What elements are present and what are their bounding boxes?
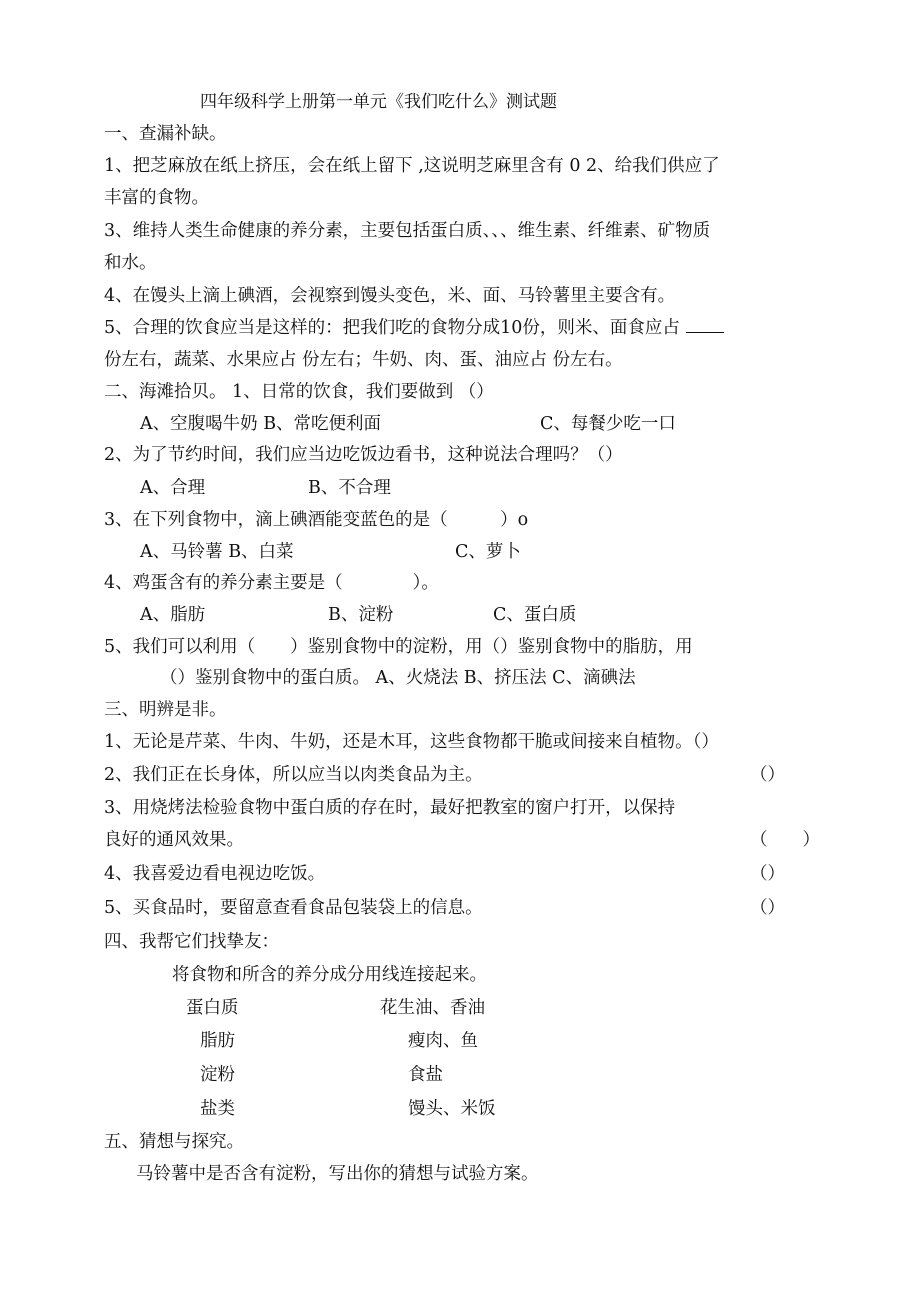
- section-3-heading: 三、明辨是非。: [104, 700, 227, 720]
- s2-q2-option-b: B、不合理: [308, 478, 391, 498]
- s1-q1-line2: 丰富的食物。: [104, 188, 209, 208]
- match-left-item[interactable]: 盐类: [200, 1099, 235, 1119]
- section-1-heading: 一、查漏补缺。: [104, 124, 227, 144]
- match-left-item[interactable]: 蛋白质: [186, 998, 239, 1018]
- s2-q2-option-a: A、合理: [140, 478, 206, 498]
- s2-q3-options-ab: A、马铃薯 B、白菜: [140, 542, 294, 562]
- s2-q4-option-c: C、蛋白质: [493, 605, 577, 625]
- section-5-heading: 五、猜想与探究。: [104, 1132, 244, 1152]
- s2-q4-option-a: A、脂肪: [140, 605, 206, 625]
- match-left-item[interactable]: 脂肪: [200, 1031, 235, 1051]
- s3-q5-answer-paren[interactable]: （）: [750, 898, 785, 918]
- s4-instruction: 将食物和所含的养分成分用线连接起来。: [172, 965, 487, 985]
- s3-q3-line2: 良好的通风效果。: [104, 830, 244, 850]
- s1-q5-line1-text: 5、合理的饮食应当是这样的：把我们吃的食物分成10份，则米、面食应占: [104, 318, 680, 338]
- s3-q4-answer-paren[interactable]: （）: [750, 864, 785, 884]
- s2-q3: 3、在下列食物中，滴上碘酒能变蓝色的是（ ）o: [104, 510, 529, 530]
- s2-q5-line1: 5、我们可以利用（ ）鉴别食物中的淀粉，用（）鉴别食物中的脂肪，用: [104, 637, 693, 657]
- page-title: 四年级科学上册第一单元《我们吃什么》测试题: [200, 92, 557, 112]
- s3-q1: 1、无论是芹菜、牛肉、牛奶，还是木耳，这些食物都干脆或间接来自植物。（）: [104, 732, 719, 752]
- match-right-item[interactable]: 馒头、米饭: [408, 1099, 496, 1119]
- match-right-item[interactable]: 瘦肉、鱼: [408, 1031, 478, 1051]
- s2-q4-option-b: B、淀粉: [328, 605, 394, 625]
- s2-q4: 4、鸡蛋含有的养分素主要是（ ）。: [104, 573, 439, 593]
- s2-q1-option-c: C、每餐少吃一口: [540, 414, 676, 434]
- section-2-heading-q1: 二、海滩拾贝。 1、日常的饮食，我们要做到 （）: [104, 382, 494, 402]
- s1-q1-line1: 1、把芝麻放在纸上挤压，会在纸上留下 ,这说明芝麻里含有 0 2、给我们供应了: [104, 156, 720, 176]
- section-4-heading: 四、我帮它们找挚友：: [104, 932, 279, 952]
- match-right-item[interactable]: 花生油、香油: [380, 998, 485, 1018]
- s2-q1-options-ab: A、空腹喝牛奶 B、常吃便利面: [140, 414, 382, 434]
- answer-blank[interactable]: [686, 316, 724, 333]
- s3-q5: 5、买食品时，要留意查看食品包装袋上的信息。: [104, 898, 483, 918]
- s3-q2: 2、我们正在长身体，所以应当以肉类食品为主。: [104, 765, 483, 785]
- s3-q4: 4、我喜爱边看电视边吃饭。: [104, 864, 326, 884]
- s2-q2: 2、为了节约时间，我们应当边吃饭边看书，这种说法合理吗？（）: [104, 445, 623, 465]
- s5-question: 马铃薯中是否含有淀粉，写出你的猜想与试验方案。: [136, 1164, 539, 1184]
- s1-q4: 4、在馒头上滴上碘酒，会视察到馒头变色，米、面、马铃薯里主要含有。: [104, 286, 676, 306]
- s2-q5-line2: （）鉴别食物中的蛋白质。 A、火烧法 B、挤压法 C、滴碘法: [160, 668, 636, 688]
- s3-q3-answer-paren[interactable]: （ ）: [750, 830, 820, 850]
- s1-q5-line2: 份左右，蔬菜、水果应占 份左右；牛奶、肉、蛋、油应占 份左右。: [104, 350, 623, 370]
- s2-q3-option-c: C、萝卜: [455, 542, 521, 562]
- s1-q3-line1: 3、维持人类生命健康的养分素，主要包括蛋白质、、、维生素、纤维素、矿物质: [104, 221, 711, 241]
- s1-q5-line1: [104, 316, 724, 340]
- s1-q3-line2: 和水。: [104, 253, 157, 273]
- match-right-item[interactable]: 食盐: [408, 1065, 443, 1085]
- s3-q3-line1: 3、用烧烤法检验食物中蛋白质的存在时，最好把教室的窗户打开，以保持: [104, 798, 676, 818]
- match-left-item[interactable]: 淀粉: [200, 1065, 235, 1085]
- s3-q2-answer-paren[interactable]: （）: [750, 765, 785, 785]
